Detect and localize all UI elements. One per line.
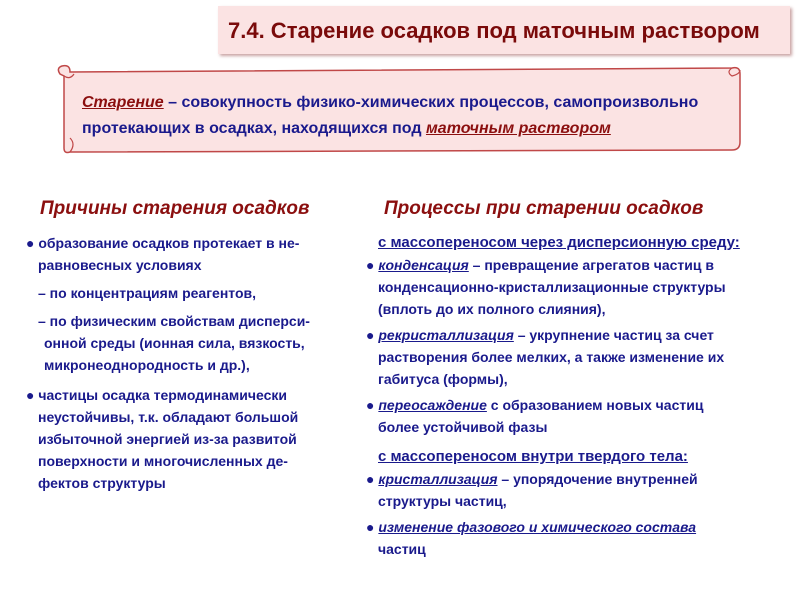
right-column bbox=[366, 232, 786, 560]
list-item: поверхности и многочисленных де- bbox=[38, 453, 288, 469]
list-item: ● изменение фазового и химического состава bbox=[366, 519, 697, 535]
list-item: равновесных условиях bbox=[38, 257, 202, 273]
list-item: неустойчивы, т.к. обладают большой bbox=[38, 409, 299, 425]
list-item: габитуса (формы), bbox=[378, 371, 508, 387]
definition-term-2: маточным раствором bbox=[425, 120, 611, 137]
list-item: ● частицы осадка термодинамически bbox=[26, 387, 288, 403]
definition bbox=[82, 90, 742, 142]
left-heading: Причины старения осадков bbox=[40, 198, 310, 219]
page-title: 7.4. Старение осадков под маточным раствором bbox=[228, 18, 760, 43]
list-item: микронеоднородность и др.), bbox=[44, 357, 250, 373]
list-item: растворения более мелких, а также изменение их bbox=[378, 349, 725, 365]
left-column bbox=[26, 232, 356, 494]
list-item: структуры частиц, bbox=[378, 493, 507, 509]
subheading-2: с массопереносом внутри твердого тела: bbox=[378, 448, 688, 465]
list-item: (вплоть до их полного слияния), bbox=[378, 301, 606, 317]
list-item: ● образование осадков протекает в не- bbox=[26, 235, 300, 251]
list-item: избыточной энергией из-за развитой bbox=[38, 431, 297, 447]
definition-term: Старение bbox=[82, 94, 164, 111]
list-item: – по физическим свойствам дисперси- bbox=[38, 313, 310, 329]
definition-text: – совокупность физико-химических процессов, самопроизвольно протекающих в осадках, находящихся под bbox=[82, 94, 699, 137]
list-item: частиц bbox=[378, 541, 426, 557]
right-heading: Процессы при старении осадков bbox=[384, 198, 704, 219]
list-item: – по концентрациям реагентов, bbox=[38, 285, 256, 301]
list-item: ● переосаждение с образованием новых частиц bbox=[366, 397, 704, 413]
list-item: ● кристаллизация – упорядочение внутренней bbox=[366, 471, 698, 487]
list-item: конденсационно-кристаллизационные структуры bbox=[378, 279, 726, 295]
list-item: онной среды (ионная сила, вязкость, bbox=[44, 335, 305, 351]
list-item: ● рекристаллизация – укрупнение частиц за счет bbox=[366, 327, 714, 343]
list-item: фектов структуры bbox=[38, 475, 166, 491]
list-item: более устойчивой фазы bbox=[378, 419, 548, 435]
list-item: ● конденсация – превращение агрегатов частиц в bbox=[366, 257, 714, 273]
subheading-1: с массопереносом через дисперсионную среду: bbox=[378, 234, 740, 251]
